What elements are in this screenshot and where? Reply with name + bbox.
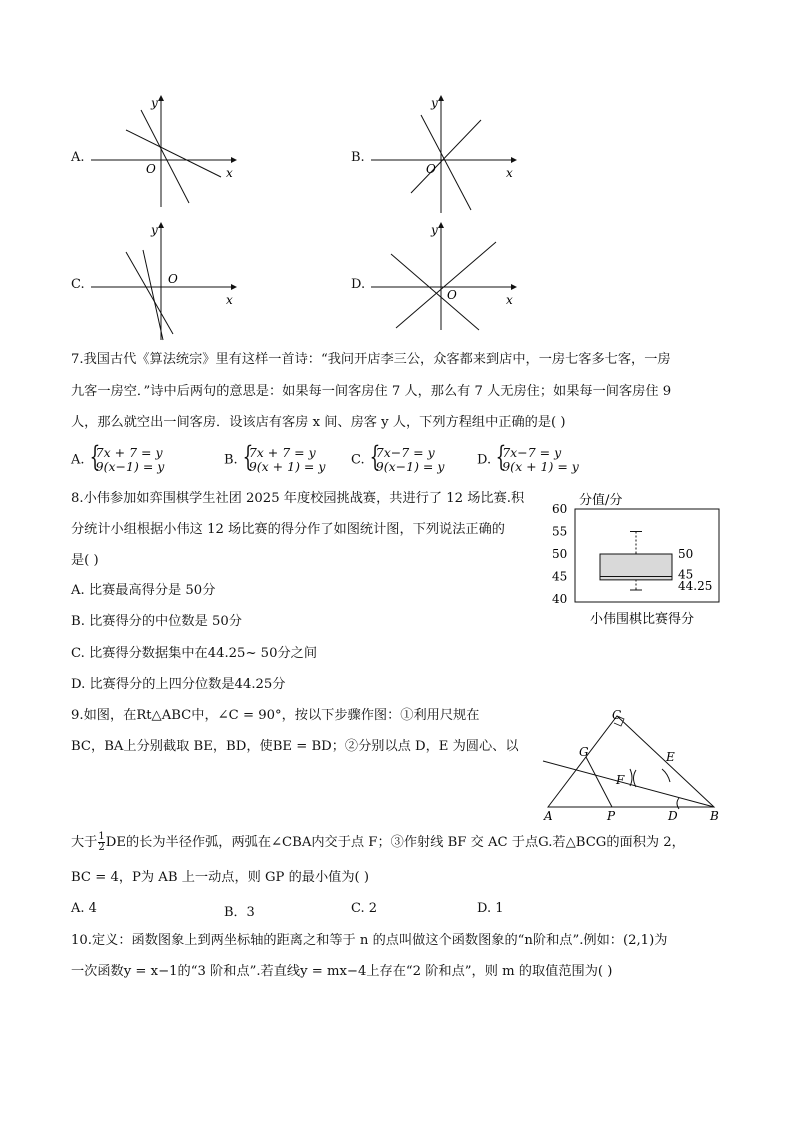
q9-line-3 [71,832,685,854]
q6-option-c [71,222,241,342]
origin-label: O [168,272,178,286]
text-post: DE的长为半径作弧，两弧在∠CBA内交于点 F；③作射线 BF 交 AC 于点G.若△BCG的面积为 2， [105,835,685,850]
annotation-q1: 44.25 [678,578,713,593]
text-pre: 大于 [71,835,98,850]
label-a: A [544,809,553,823]
q10-line-2: 一次函数y = x−1的“3 阶和点”.若直线y = mx−4上存在“2 阶和点”，则 m 的取值范围为( ) [71,964,613,979]
q7-line-1: 7.我国古代《算法统宗》里有这样一首诗：“我问开店李三公，众客都来到店中，一房七客多七客，一房 [71,352,671,367]
label-c: C [612,708,622,722]
equation-1: 7x−7 = y [375,445,435,460]
q7-line-3: 人，那么就空出一间客房．设该店有客房 x 间、房客 y 人，下列方程组中正确的是( ) [71,415,566,430]
equation-2: 9(x−1) = y [95,459,165,474]
x-axis-label: x [226,166,233,180]
y-axis-label: y [151,96,158,110]
q9-option-c[interactable]: C. 2 [351,901,378,916]
q10-line-1: 10.定义：函数图象上到两坐标轴的距离之和等于 n 的点叫做这个函数图象的“n阶和点”.例如：(2,1)为 [71,933,668,948]
equation-1: 7x + 7 = y [95,445,163,460]
y-tick-label: 45 [552,569,568,584]
graph-a [81,95,241,210]
fraction-half [98,832,104,853]
arc-f-2 [634,770,637,787]
q7-option-a[interactable] [71,446,164,474]
chart-y-label: 分值/分 [579,493,623,508]
q9-option-a[interactable]: A. 4 [71,901,97,916]
x-axis-label: x [506,293,513,307]
boxplot-chart [548,490,728,630]
x-axis-label: x [226,293,233,307]
option-label: C. [351,452,365,468]
chart-caption: 小伟围棋比赛得分 [590,612,695,627]
label-e: E [666,750,675,764]
q8-line-2: 分统计小组根据小伟这 12 场比赛的得分作了如图统计图，下列说法正确的 [71,522,505,537]
origin-label: O [447,288,457,302]
y-axis-label: y [431,223,438,237]
y-tick-label: 55 [552,524,568,539]
equation-2: 9(x−1) = y [375,459,445,474]
q7-option-d[interactable] [477,446,579,474]
y-tick-label: 60 [552,502,568,516]
q6-option-b [351,95,521,215]
label-b: B [710,809,719,823]
equation-system [369,446,445,474]
equation-2: 9(x + 1) = y [248,459,326,474]
q8-option-b[interactable]: B. 比赛得分的中位数是 50分 [71,614,242,629]
q7-line-2: 九客一房空．”诗中后两句的意思是：如果每一间客房住 7 人，那么有 7 人无房住；如果每一间客房住 9 [71,384,672,399]
equation-1: 7x + 7 = y [248,445,316,460]
option-label: D. [351,277,366,292]
q8-option-a[interactable]: A. 比赛最高得分是 50分 [71,583,216,598]
option-label: A. [71,150,85,165]
segment-gp [586,757,612,807]
y-ticks [552,502,567,606]
y-axis-label: y [151,223,158,237]
q9-figure [538,706,728,824]
label-f: F [616,773,625,787]
equation-2: 9(x + 1) = y [502,459,579,474]
y-axis-label: y [431,96,438,110]
equation-system [242,446,326,474]
option-label: A. [71,452,85,468]
frac-den: 2 [98,842,105,853]
frac-num: 1 [98,831,105,842]
x-axis-label: x [506,166,513,180]
q7-option-b[interactable] [224,446,325,474]
q9-option-d[interactable]: D. 1 [477,901,504,916]
option-label: B. [351,150,365,165]
origin-label: O [426,162,436,176]
q8-line-3: 是( ) [71,553,99,568]
graph-c [81,222,241,342]
triangle-abc [548,716,714,807]
q9-line-4: BC = 4，P为 AB 上一动点，则 GP 的最小值为( ) [71,870,370,885]
annotation-median: 45 [678,567,694,582]
label-p: P [607,809,616,823]
q6-option-d [351,222,521,332]
q7-option-c[interactable] [351,446,444,474]
q9-line-2: BC，BA上分别截取 BE，BD，使BE = BD；②分别以点 D，E 为圆心、以 [71,739,519,754]
equation-1: 7x−7 = y [502,445,562,460]
arc-f-1 [630,769,632,786]
y-tick-label: 50 [552,547,568,561]
annotation-q3: 50 [678,547,694,561]
q9-option-b[interactable]: B．3 [224,905,255,920]
label-g: G [579,745,589,759]
equation-system [495,446,579,474]
q6-option-a [71,95,241,210]
box-q1-q3 [600,554,672,580]
graph-d [361,222,521,332]
q9-line-1: 9.如图，在Rt△ABC中，∠C = 90°，按以下步骤作图：①利用尺规在 [71,708,480,723]
ray-bf [543,761,714,807]
origin-label: O [146,162,156,176]
q8-option-d[interactable]: D. 比赛得分的上四分位数是44.25分 [71,677,286,692]
q8-option-c[interactable]: C. 比赛得分数据集中在44.25~ 50分之间 [71,646,318,661]
arc-e [662,769,670,782]
q8-line-1: 8.小伟参加如弈围棋学生社团 2025 年度校园挑战赛，共进行了 12 场比赛.积 [71,491,525,506]
option-label: C. [71,277,85,292]
y-tick-label: 40 [552,592,568,606]
option-label: D. [477,452,492,468]
label-d: D [668,809,678,823]
equation-system [89,446,165,474]
option-label: B. [224,452,238,468]
graph-b [361,95,521,215]
